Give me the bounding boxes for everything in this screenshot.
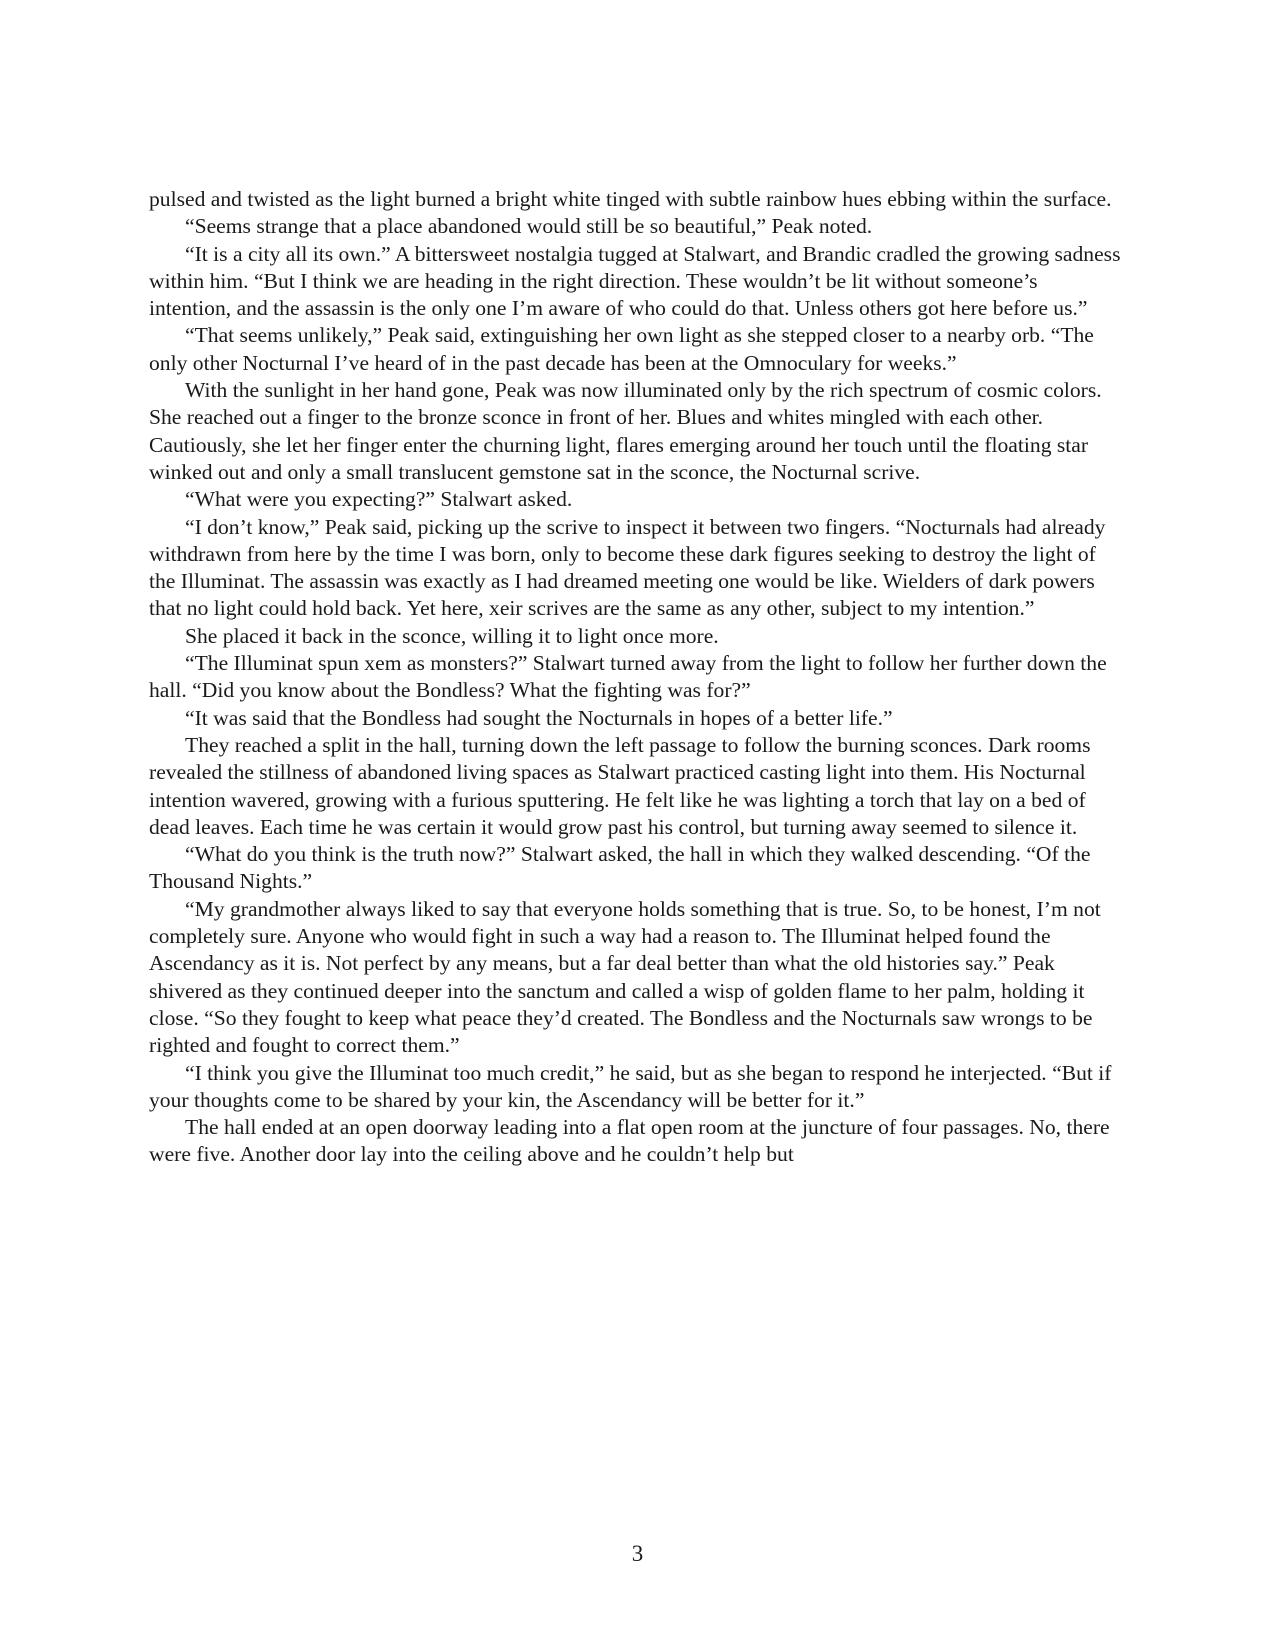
paragraph: “I don’t know,” Peak said, picking up the scrive to inspect it between two fingers. “Nocturnals had already withdrawn from here by the time I was born, only to become these dark figures seeking to destroy the light of the Illuminat. The assassin was exactly as I had dreamed meeting one would be like. Wielders of dark powers that no light could hold back. Yet here, xeir scrives are the same as any other, subject to my intention.” — [149, 514, 1106, 621]
paragraph: “My grandmother always liked to say that everyone holds something that is true. So, to be honest, I’m not completely sure. Anyone who would fight in such a way had a reason to. The Illuminat helped found the Ascendancy as it is. Not perfect by any means, but a far deal better than what the old histories say.” Peak shivered as they continued deeper into the sanctum and called a wisp of golden flame to her palm, holding it close. “So they fought to keep what peace they’d created. The Bondless and the Nocturnals saw wrongs to be righted and fought to correct them.” — [149, 896, 1101, 1058]
paragraph: pulsed and twisted as the light burned a bright white tinged with subtle rainbow hues ebbing within the surface. — [149, 187, 1112, 211]
paragraph: “It is a city all its own.” A bittersweet nostalgia tugged at Stalwart, and Brandic cradled the growing sadness within him. “But I think we are heading in the right direction. These wouldn’t be lit without someone’s intention, and the assassin is the only one I’m aware of who could do that. Unless others got here before us.” — [149, 241, 1121, 321]
paragraph: She placed it back in the sconce, willing it to light once more. — [185, 623, 719, 648]
body-text — [149, 186, 1124, 1169]
paragraph: “The Illuminat spun xem as monsters?” Stalwart turned away from the light to follow her further down the hall. “Did you know about the Bondless? What the fighting was for?” — [149, 651, 1107, 703]
paragraph: “That seems unlikely,” Peak said, extinguishing her own light as she stepped closer to a nearby orb. “The only other Nocturnal I’ve heard of in the past decade has been at the Omnoculary for weeks.” — [149, 323, 1094, 375]
paragraph: “It was said that the Bondless had sought the Nocturnals in hopes of a better life.” — [185, 705, 893, 730]
page-number: 3 — [631, 1541, 644, 1566]
paragraph: The hall ended at an open doorway leading into a flat open room at the juncture of four passages. No, there were five. Another door lay into the ceiling above and he couldn’t help but — [149, 1115, 1110, 1167]
paragraph: “What do you think is the truth now?” Stalwart asked, the hall in which they walked descending. “Of the Thousand Nights.” — [149, 842, 1091, 894]
paragraph: They reached a split in the hall, turning down the left passage to follow the burning sconces. Dark rooms revealed the stillness of abandoned living spaces as Stalwart practiced casting light into them. His Nocturnal intention wavered, growing with a furious sputtering. He felt like he was lighting a torch that lay on a bed of dead leaves. Each time he was certain it would grow past his control, but turning away seemed to silence it. — [149, 732, 1091, 839]
paragraph: With the sunlight in her hand gone, Peak was now illuminated only by the rich spectrum of cosmic colors. She reached out a finger to the bronze sconce in front of her. Blues and whites mingled with each other. Cautiously, she let her finger enter the churning light, flares emerging around her touch until the floating star winked out and only a small translucent gemstone sat in the sconce, the Nocturnal scrive. — [149, 378, 1102, 484]
paragraph: “Seems strange that a place abandoned would still be so beautiful,” Peak noted. — [185, 214, 873, 239]
paragraph: “What were you expecting?” Stalwart asked. — [185, 487, 573, 512]
paragraph: “I think you give the Illuminat too much credit,” he said, but as she began to respond he interjected. “But if your thoughts come to be shared by your kin, the Ascendancy will be better for it.” — [149, 1060, 1112, 1112]
